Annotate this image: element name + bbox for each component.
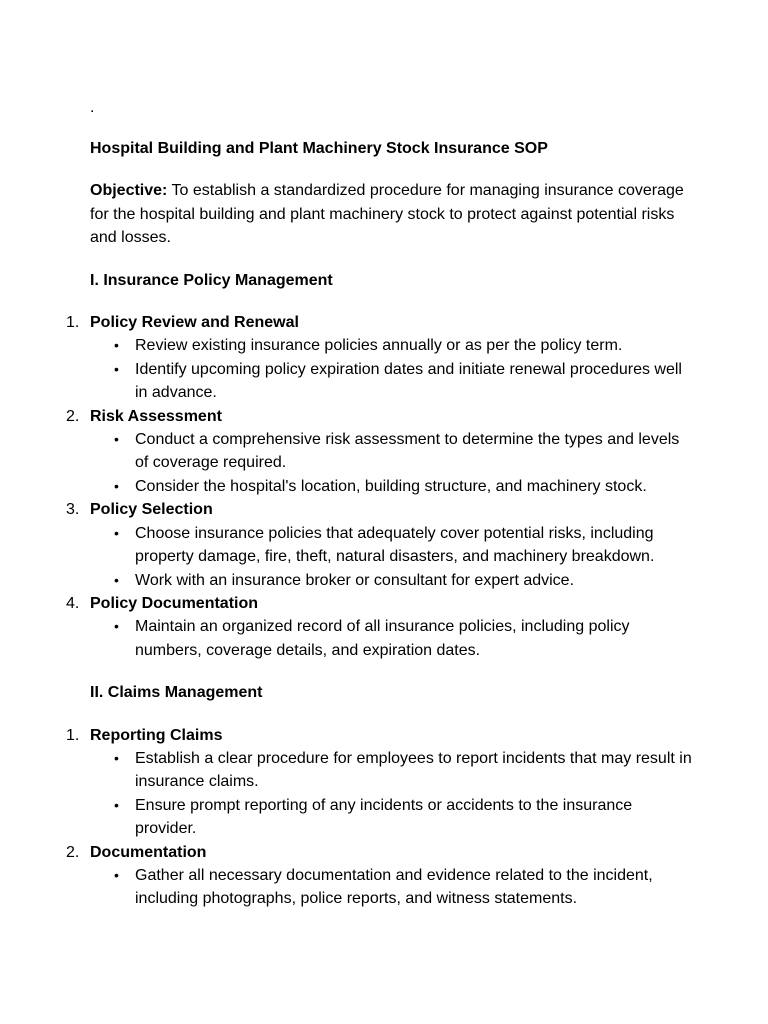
bullet-icon: • xyxy=(114,749,119,766)
step-title: Reporting Claims xyxy=(90,726,223,744)
step-item xyxy=(0,311,690,405)
bullet-icon: • xyxy=(114,618,119,635)
bullet-item xyxy=(90,358,695,405)
step-number: 1. xyxy=(66,314,80,332)
bullet-item xyxy=(90,428,695,475)
bullet-list xyxy=(90,522,690,592)
bullet-item xyxy=(90,615,695,662)
step-title: Documentation xyxy=(90,843,207,861)
bullet-icon: • xyxy=(114,360,119,377)
bullet-text: Work with an insurance broker or consultant for expert advice. xyxy=(135,571,575,589)
bullet-text: Ensure prompt reporting of any incidents or accidents to the insurance provider. xyxy=(135,796,633,838)
bullet-icon: • xyxy=(114,571,119,588)
section-heading: II. Claims Management xyxy=(90,684,263,702)
bullet-text: Consider the hospital's location, building structure, and machinery stock. xyxy=(135,477,647,495)
step-item xyxy=(0,841,690,911)
bullet-icon: • xyxy=(114,866,119,883)
bullet-item xyxy=(90,522,695,569)
steps-list xyxy=(0,311,690,662)
section-heading: I. Insurance Policy Management xyxy=(90,271,333,289)
step-title: Policy Selection xyxy=(90,501,213,519)
bullet-text: Gather all necessary documentation and evidence related to the incident, including photographs, police reports, and witness statements. xyxy=(135,866,653,908)
bullet-item xyxy=(90,864,695,911)
bullet-text: Identify upcoming policy expiration dates and initiate renewal procedures well in advance. xyxy=(135,360,682,402)
bullet-item xyxy=(90,747,695,794)
step-item xyxy=(0,405,690,499)
step-number: 4. xyxy=(66,594,80,612)
objective-text: To establish a standardized procedure for managing insurance coverage for the hospital building and plant machinery stock to protect against potential risks and losses. xyxy=(90,182,684,247)
step-number: 2. xyxy=(66,407,80,425)
bullet-icon: • xyxy=(114,431,119,448)
bullet-list xyxy=(90,864,690,911)
step-number: 1. xyxy=(66,726,80,744)
bullet-text: Review existing insurance policies annually or as per the policy term. xyxy=(135,337,623,355)
bullet-list xyxy=(90,615,690,662)
leading-dot: . xyxy=(90,99,95,116)
step-number: 3. xyxy=(66,501,80,519)
step-title: Risk Assessment xyxy=(90,407,222,425)
step-item xyxy=(0,498,690,592)
step-title: Policy Review and Renewal xyxy=(90,314,299,332)
bullet-icon: • xyxy=(114,477,119,494)
bullet-icon: • xyxy=(114,796,119,813)
bullet-icon: • xyxy=(114,337,119,354)
bullet-item xyxy=(90,794,695,841)
bullet-list xyxy=(90,428,690,498)
step-number: 2. xyxy=(66,843,80,861)
bullet-item xyxy=(90,475,695,498)
bullet-text: Maintain an organized record of all insurance policies, including policy numbers, coverage details, and expiration dates. xyxy=(135,618,630,659)
steps-list xyxy=(0,724,690,911)
bullet-icon: • xyxy=(114,524,119,541)
sections-container xyxy=(66,269,692,911)
step-item xyxy=(0,724,690,841)
bullet-list xyxy=(90,334,690,404)
objective-paragraph xyxy=(90,179,690,249)
objective-label: Objective: xyxy=(90,182,168,200)
bullet-item xyxy=(90,334,695,357)
bullet-text: Establish a clear procedure for employees to report incidents that may result in insurance claims. xyxy=(135,749,692,791)
document-content xyxy=(66,96,692,930)
bullet-item xyxy=(90,569,695,592)
document-title: Hospital Building and Plant Machinery Stock Insurance SOP xyxy=(90,140,548,157)
bullet-list xyxy=(90,747,690,841)
step-title: Policy Documentation xyxy=(90,594,259,612)
bullet-text: Choose insurance policies that adequately cover potential risks, including property damage, fire, theft, natural disasters, and machinery breakdown. xyxy=(135,524,655,566)
step-item xyxy=(0,592,690,662)
bullet-text: Conduct a comprehensive risk assessment to determine the types and levels of coverage required. xyxy=(135,431,680,472)
